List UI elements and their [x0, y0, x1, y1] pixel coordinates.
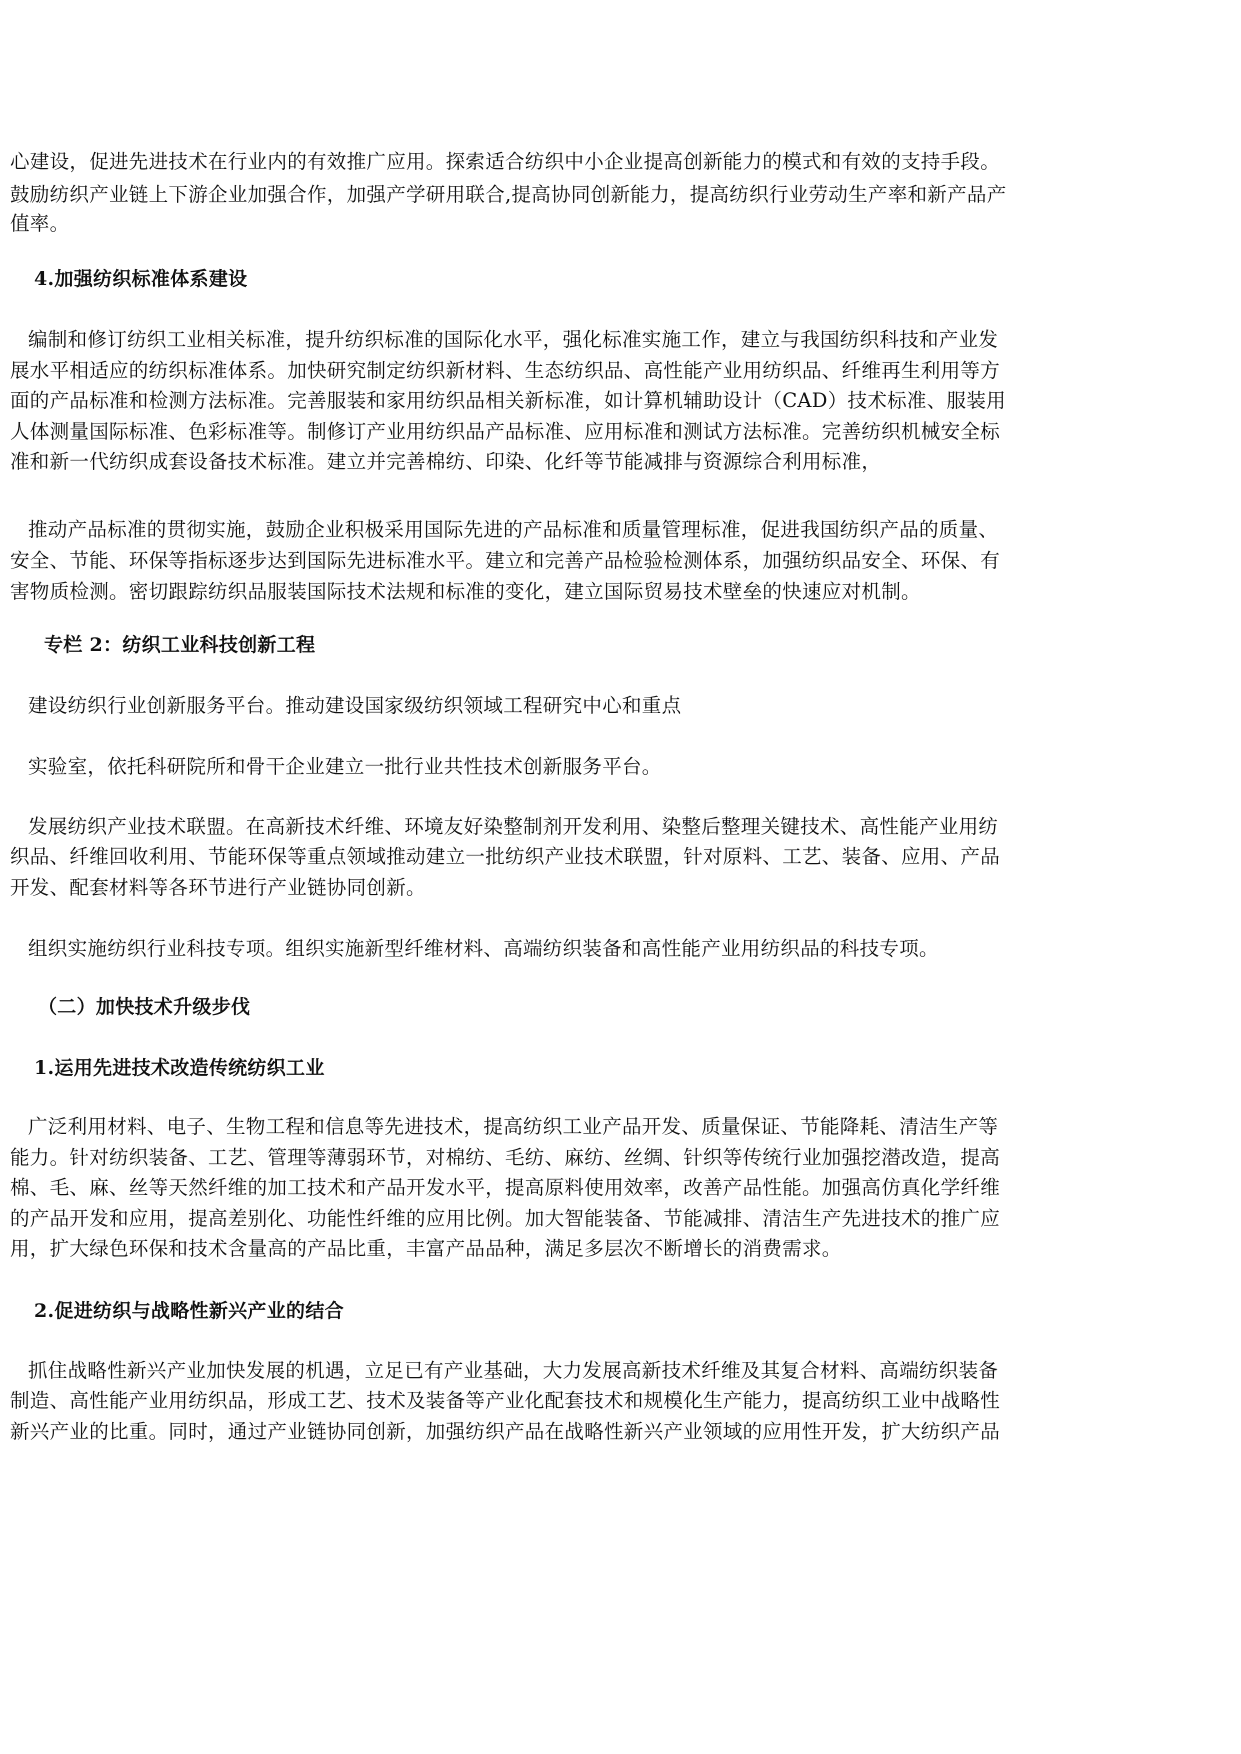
text-line: 展水平相适应的纺织标准体系。加快研究制定纺织新材料、生态纺织品、高性能产业用纺织品、纤维再生利用等方 — [10, 359, 1001, 382]
text-line: 编制和修订纺织工业相关标准，提升纺织标准的国际化水平，强化标准实施工作，建立与我国纺织科技和产业发 — [28, 328, 999, 351]
text-line: 实验室，依托科研院所和骨干企业建立一批行业共性技术创新服务平台。 — [28, 755, 662, 778]
text-line: 用，扩大绿色环保和技术含量高的产品比重，丰富产品品种，满足多层次不断增长的消费需求。 — [10, 1237, 842, 1260]
section-heading: （二）加快技术升级步伐 — [38, 996, 251, 1018]
text-line: 制造、高性能产业用纺织品，形成工艺、技术及装备等产业化配套技术和规模化生产能力，提高纺织工业中战略性 — [10, 1389, 1001, 1412]
text-line: 组织实施纺织行业科技专项。组织实施新型纤维材料、高端纺织装备和高性能产业用纺织品的科技专项。 — [28, 937, 939, 960]
text-line: 鼓励纺织产业链上下游企业加强合作，加强产学研用联合,提高协同创新能力，提高纺织行业劳动生产率和新产品产 — [10, 183, 1007, 206]
text-line: 人体测量国际标准、色彩标准等。制修订产业用纺织品产品标准、应用标准和测试方法标准。完善纺织机械安全标 — [10, 420, 1001, 443]
text-line: 害物质检测。密切跟踪纺织品服装国际技术法规和标准的变化，建立国际贸易技术壁垒的快速应对机制。 — [10, 580, 921, 603]
text-line: 值率。 — [10, 212, 70, 235]
text-line: 的产品开发和应用，提高差别化、功能性纤维的应用比例。加大智能装备、节能减排、清洁生产先进技术的推广应 — [10, 1207, 1001, 1230]
text-line: 棉、毛、麻、丝等天然纤维的加工技术和产品开发水平，提高原料使用效率，改善产品性能。加强高仿真化学纤维 — [10, 1176, 1001, 1199]
text-line: 广泛利用材料、电子、生物工程和信息等先进技术，提高纺织工业产品开发、质量保证、节能降耗、清洁生产等 — [28, 1115, 999, 1138]
text-line: 开发、配套材料等各环节进行产业链协同创新。 — [10, 876, 426, 899]
column-heading: 专栏 2：纺织工业科技创新工程 — [44, 634, 316, 656]
text-line: 心建设，促进先进技术在行业内的有效推广应用。探索适合纺织中小企业提高创新能力的模式和有效的支持手段。 — [10, 150, 1001, 173]
text-line: 准和新一代纺织成套设备技术标准。建立并完善棉纺、印染、化纤等节能减排与资源综合利用标准， — [10, 450, 882, 473]
text-line: 新兴产业的比重。同时，通过产业链协同创新，加强纺织产品在战略性新兴产业领域的应用性开发，扩大纺织产品 — [10, 1420, 1001, 1443]
text-line: 安全、节能、环保等指标逐步达到国际先进标准水平。建立和完善产品检验检测体系，加强纺织品安全、环保、有 — [10, 549, 1001, 572]
text-line: 能力。针对纺织装备、工艺、管理等薄弱环节，对棉纺、毛纺、麻纺、丝绸、针织等传统行业加强挖潜改造，提高 — [10, 1146, 1001, 1169]
text-line: 面的产品标准和检测方法标准。完善服装和家用纺织品相关新标准，如计算机辅助设计（CAD）技术标准、服装用 — [10, 389, 1006, 412]
section-heading: 1.运用先进技术改造传统纺织工业 — [34, 1057, 325, 1079]
text-line: 建设纺织行业创新服务平台。推动建设国家级纺织领域工程研究中心和重点 — [28, 694, 682, 717]
text-line: 抓住战略性新兴产业加快发展的机遇，立足已有产业基础，大力发展高新技术纤维及其复合材料、高端纺织装备 — [28, 1359, 999, 1382]
section-heading: 4.加强纺织标准体系建设 — [34, 268, 248, 290]
text-line: 发展纺织产业技术联盟。在高新技术纤维、环境友好染整制剂开发利用、染整后整理关键技术、高性能产业用纺 — [28, 815, 999, 838]
section-heading: 2.促进纺织与战略性新兴产业的结合 — [34, 1300, 344, 1322]
text-line: 推动产品标准的贯彻实施，鼓励企业积极采用国际先进的产品标准和质量管理标准，促进我国纺织产品的质量、 — [28, 518, 999, 541]
text-line: 织品、纤维回收利用、节能环保等重点领域推动建立一批纺织产业技术联盟，针对原料、工艺、装备、应用、产品 — [10, 845, 1001, 868]
